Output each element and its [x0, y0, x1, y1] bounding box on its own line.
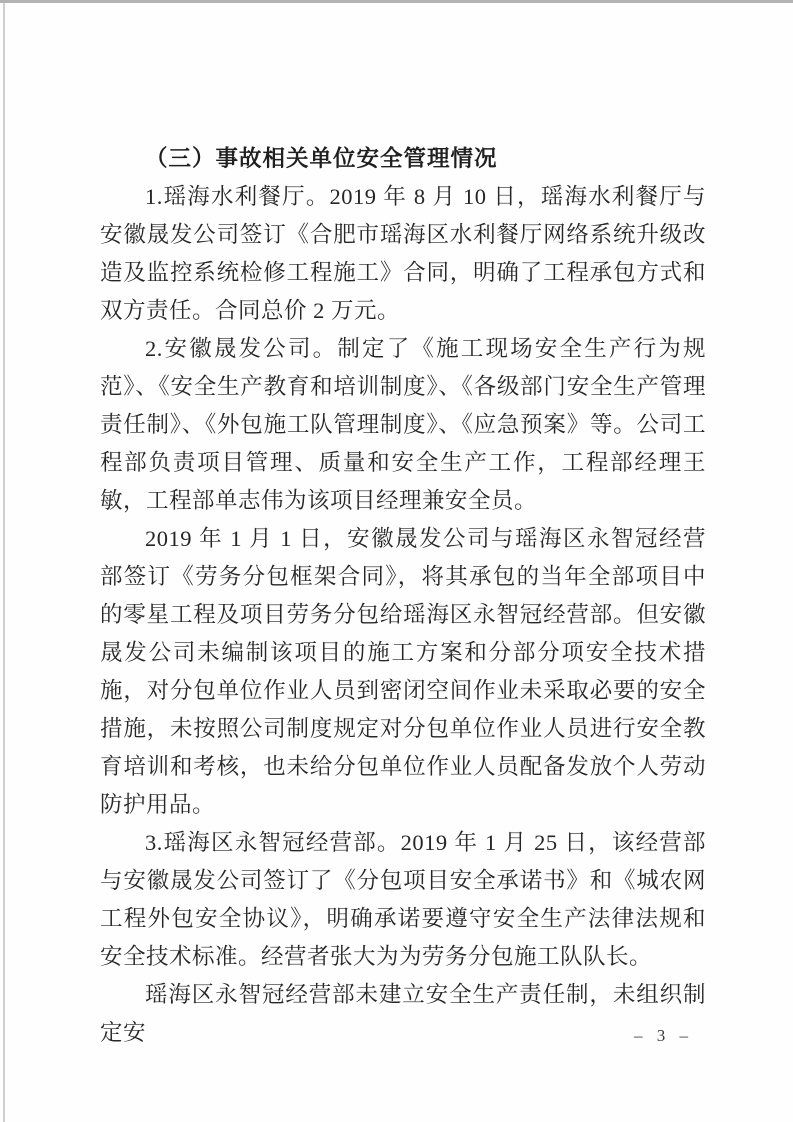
- paragraph-unit-2-anhui-shengfa: 2.安徽晟发公司。制定了《施工现场安全生产行为规范》、《安全生产教育和培训制度》、《各级部门安全生产管理责任制》、《外包施工队管理制度》、《应急预案》等。公司工程部负责项目管理、质量和安全生产工作，工程部经理王敏，工程部单志伟为该项目经理兼安全员。: [100, 336, 706, 513]
- paragraph-unit-1-yaohai-restaurant: 1.瑶海水利餐厅。2019 年 8 月 10 日，瑶海水利餐厅与安徽晟发公司签订《合肥市瑶海区水利餐厅网络系统升级改造及监控系统检修工程施工》合同，明确了工程承包方式和双方责任。合同总价 2 万元。: [100, 184, 706, 323]
- page-number: – 3 –: [634, 1026, 693, 1045]
- paragraph-subcontract-framework: 2019 年 1 月 1 日，安徽晟发公司与瑶海区永智冠经营部签订《劳务分包框架合同》，将其承包的当年全部项目中的零星工程及项目劳务分包给瑶海区永智冠经营部。但安徽晟发公司未编制该项目的施工方案和分部分项安全技术措施，对分包单位作业人员到密闭空间作业未采取必要的安全措施，未按照公司制度规定对分包单位作业人员进行安全教育培训和考核，也未给分包单位作业人员配备发放个人劳动防护用品。: [100, 526, 706, 817]
- document-content: [100, 140, 706, 1052]
- scan-edge-left: [3, 3, 5, 1122]
- section-heading: （三）事故相关单位安全管理情况: [145, 146, 498, 171]
- paragraph-unit-3-yongzhiguan: 3.瑶海区永智冠经营部。2019 年 1 月 25 日，该经营部与安徽晟发公司签订了《分包项目安全承诺书》和《城农网工程外包安全协议》，明确承诺要遵守安全生产法律法规和安全技术标准。经营者张大为为劳务分包施工队队长。: [100, 830, 706, 969]
- scan-edge-top: [0, 0, 793, 3]
- paragraph-yongzhiguan-deficiencies: 瑶海区永智冠经营部未建立安全生产责任制，未组织制定安: [100, 982, 706, 1045]
